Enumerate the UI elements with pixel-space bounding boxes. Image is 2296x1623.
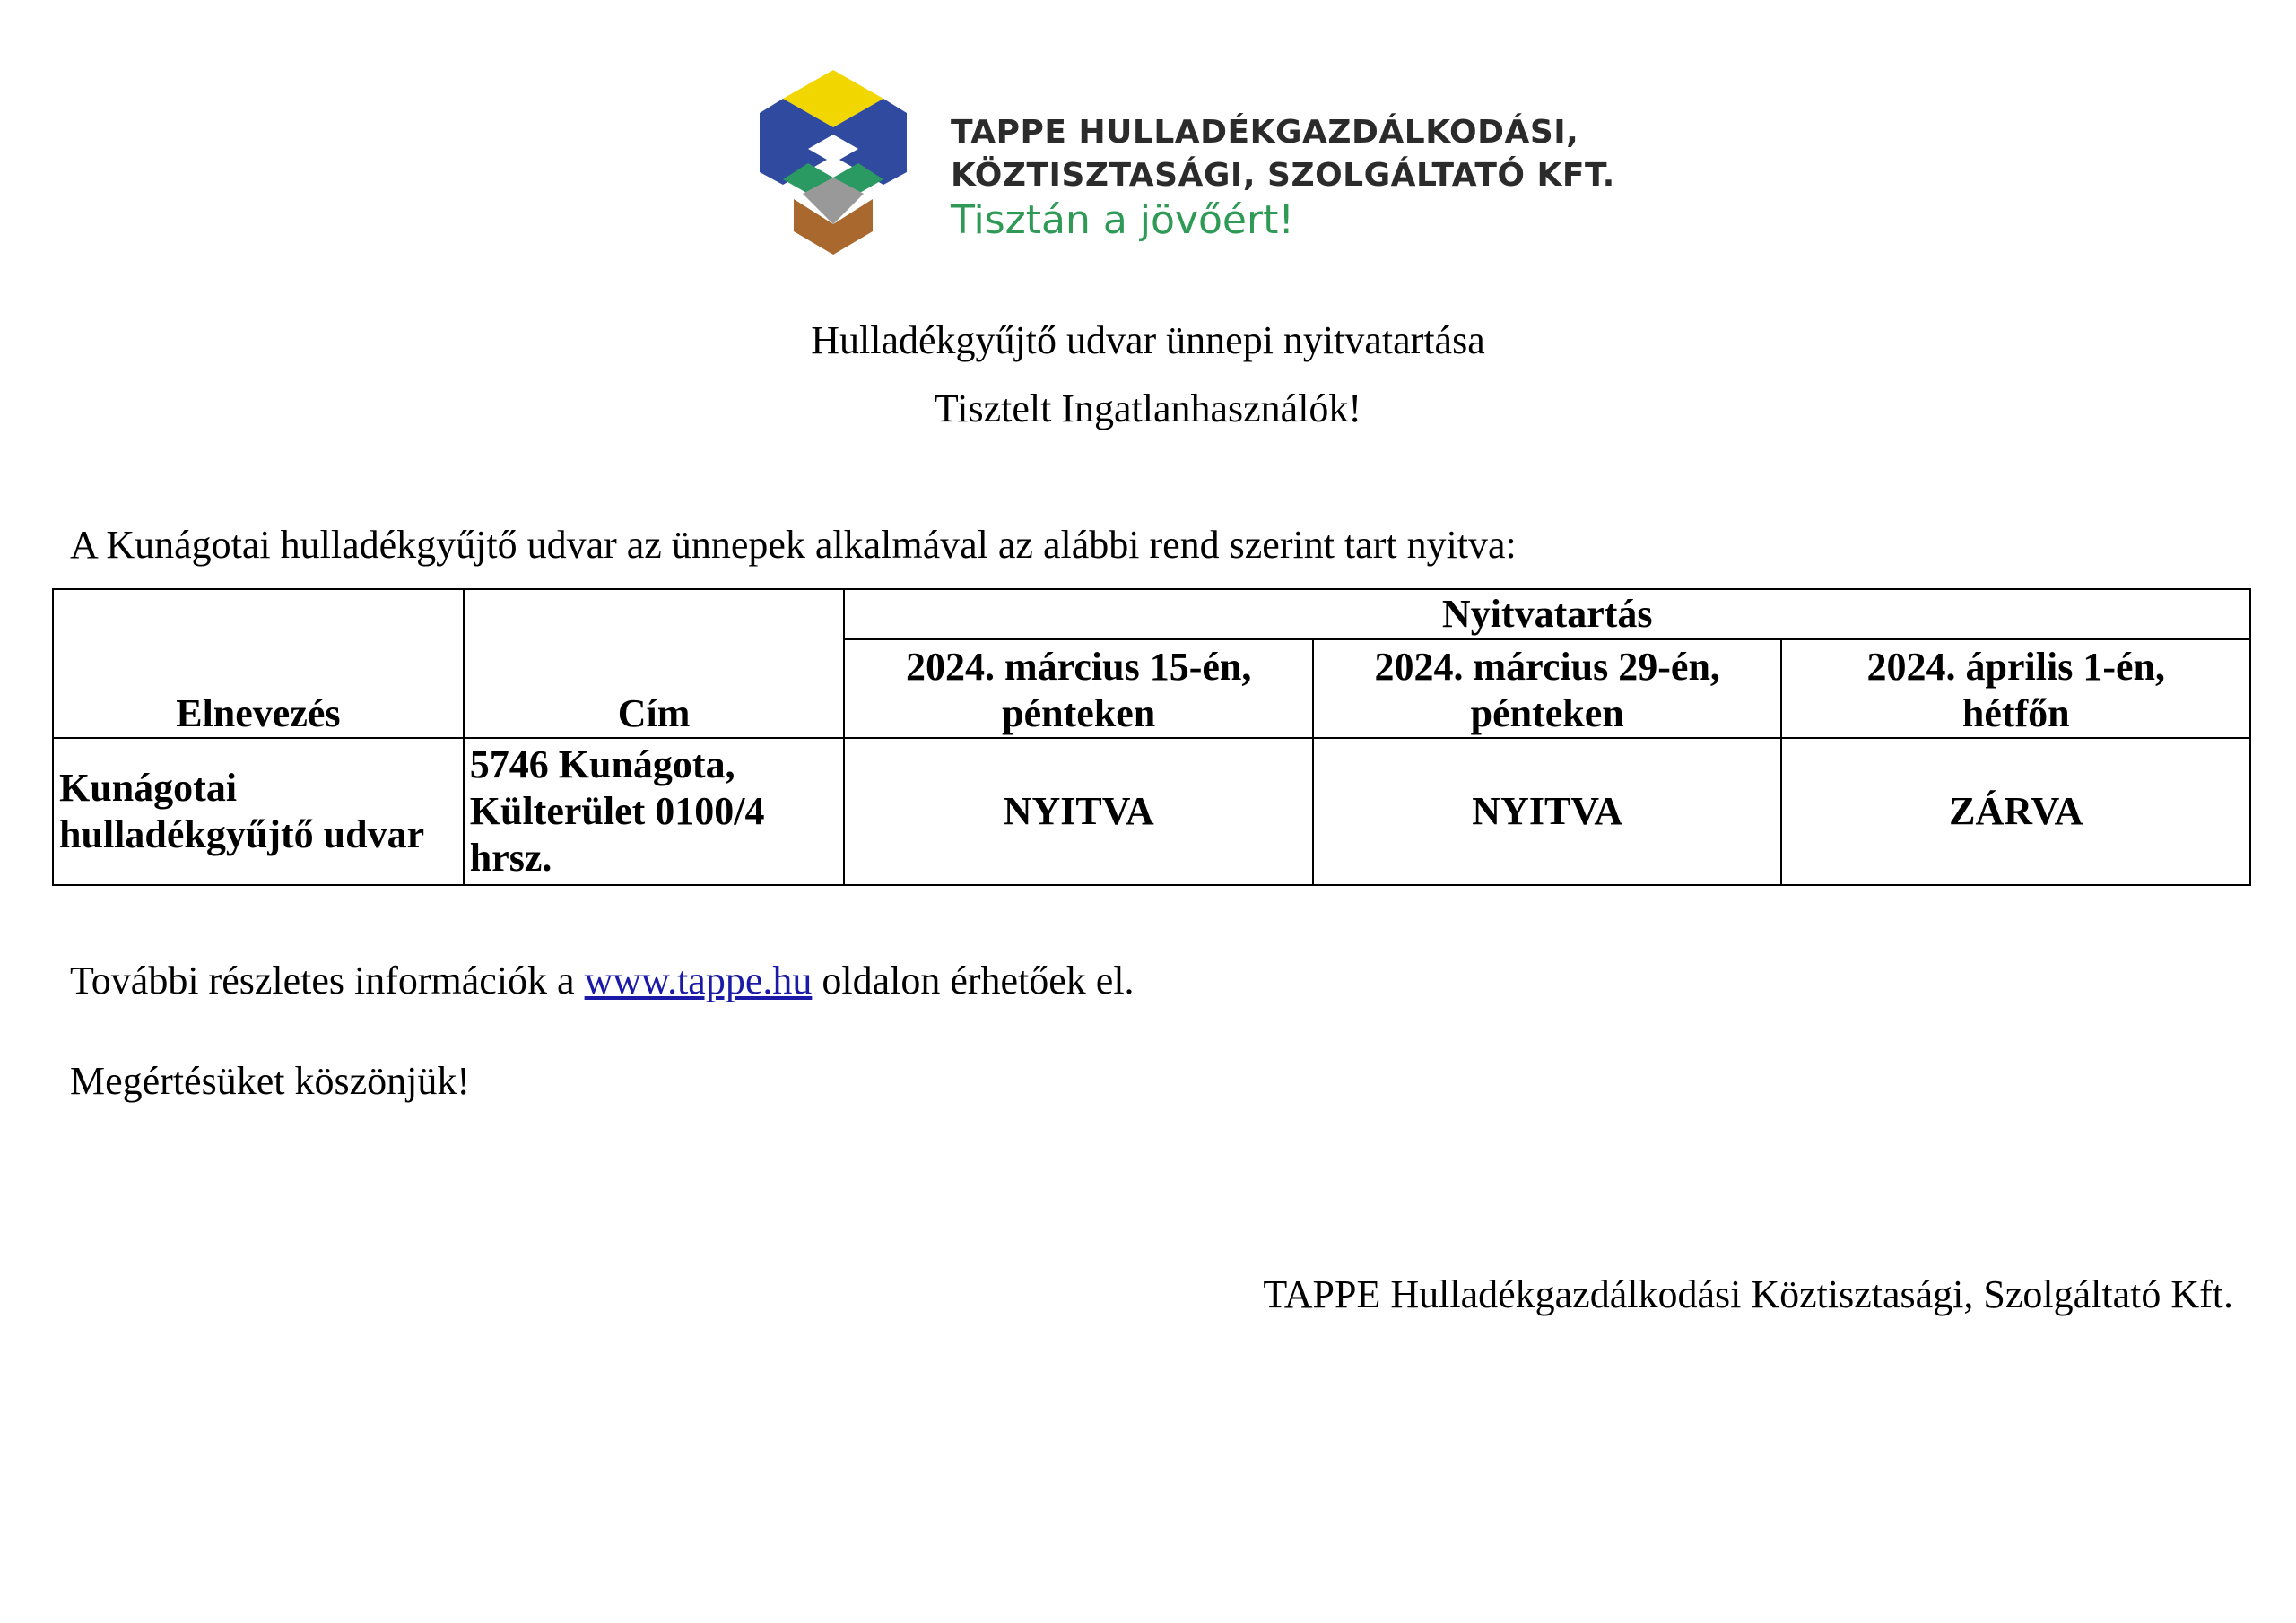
logo-company-line1: TAPPE HULLADÉKGAZDÁLKODÁSI, xyxy=(951,114,1579,151)
info-text-before: További részletes információk a xyxy=(70,959,585,1002)
header-date-3-line1: 2024. április 1-én, xyxy=(1866,645,2165,689)
company-logo xyxy=(758,66,1615,264)
cell-status-3: ZÁRVA xyxy=(1781,738,2250,885)
header-date-2-line1: 2024. március 29-én, xyxy=(1374,645,1720,689)
logo-mark-icon xyxy=(758,66,937,255)
info-paragraph xyxy=(70,958,1135,1004)
website-link[interactable]: www.tappe.hu xyxy=(584,959,813,1002)
cell-name-line1: Kunágotai xyxy=(59,766,238,810)
header-date-3 xyxy=(1781,639,2250,738)
cell-address xyxy=(464,738,845,885)
opening-hours-table xyxy=(52,588,2251,886)
cell-address-line3: hrsz. xyxy=(469,836,552,880)
cell-status-2: NYITVA xyxy=(1313,738,1782,885)
header-name: Elnevezés xyxy=(53,589,464,738)
header-date-1-line1: 2024. március 15-én, xyxy=(906,645,1252,689)
header-address: Cím xyxy=(464,589,845,738)
header-date-1 xyxy=(844,639,1313,738)
greeting: Tisztelt Ingatlanhasználók! xyxy=(934,386,1362,430)
info-text-after: oldalon érhetőek el. xyxy=(812,959,1135,1002)
cell-name-line2: hulladékgyűjtő udvar xyxy=(59,812,425,856)
header-date-2 xyxy=(1313,639,1782,738)
table-header-row xyxy=(53,589,2250,639)
document-title: Hulladékgyűjtő udvar ünnepi nyitvatartása xyxy=(811,318,1485,362)
cell-address-line1: 5746 Kunágota, xyxy=(469,742,735,786)
signature: TAPPE Hulladékgazdálkodási Köztisztasági, Szolgáltató Kft. xyxy=(1263,1272,2233,1316)
logo-company-line2: KÖZTISZTASÁGI, SZOLGÁLTATÓ KFT. xyxy=(951,157,1615,194)
table-row xyxy=(53,738,2250,885)
intro-paragraph: A Kunágotai hulladékgyűjtő udvar az ünnepek alkalmával az alábbi rend szerint tart nyitva: xyxy=(70,523,1517,567)
header-date-2-line2: pénteken xyxy=(1470,691,1624,735)
cell-address-line2: Külterület 0100/4 xyxy=(469,789,765,833)
header-date-3-line2: hétfőn xyxy=(1961,691,2070,735)
cell-name xyxy=(53,738,464,885)
logo-slogan: Tisztán a jövőért! xyxy=(951,197,1294,243)
header-date-1-line2: pénteken xyxy=(1002,691,1156,735)
logo-text xyxy=(951,111,1615,244)
thanks-paragraph: Megértésüket köszönjük! xyxy=(70,1059,470,1103)
header-opening-hours: Nyitvatartás xyxy=(844,589,2250,639)
cell-status-1: NYITVA xyxy=(844,738,1313,885)
